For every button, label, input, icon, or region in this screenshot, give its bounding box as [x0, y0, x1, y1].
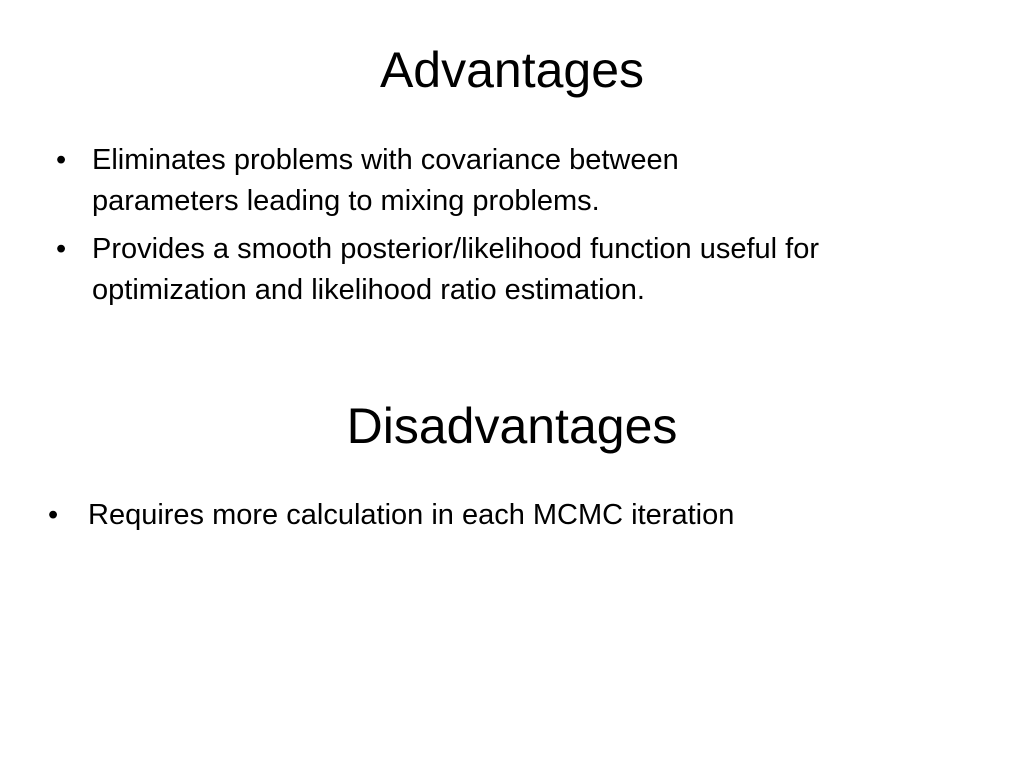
list-item [56, 229, 966, 311]
disadvantages-heading: Disadvantages [346, 398, 678, 454]
bullet-text: Requires more calculation in each MCMC iteration [88, 499, 735, 531]
bullet-icon: • [56, 233, 67, 265]
bullet-text: Eliminates problems with covariance between parameters leading to mixing problems. [92, 144, 679, 217]
list-item [48, 495, 948, 536]
disadvantages-list [48, 495, 948, 536]
advantages-list [56, 140, 966, 311]
bullet-text: Provides a smooth posterior/likelihood function useful for optimization and likelihood ratio estimation. [92, 233, 819, 306]
list-item [56, 140, 966, 222]
bullet-icon: • [56, 144, 67, 176]
advantages-heading: Advantages [379, 42, 645, 98]
bullet-icon: • [48, 499, 59, 531]
